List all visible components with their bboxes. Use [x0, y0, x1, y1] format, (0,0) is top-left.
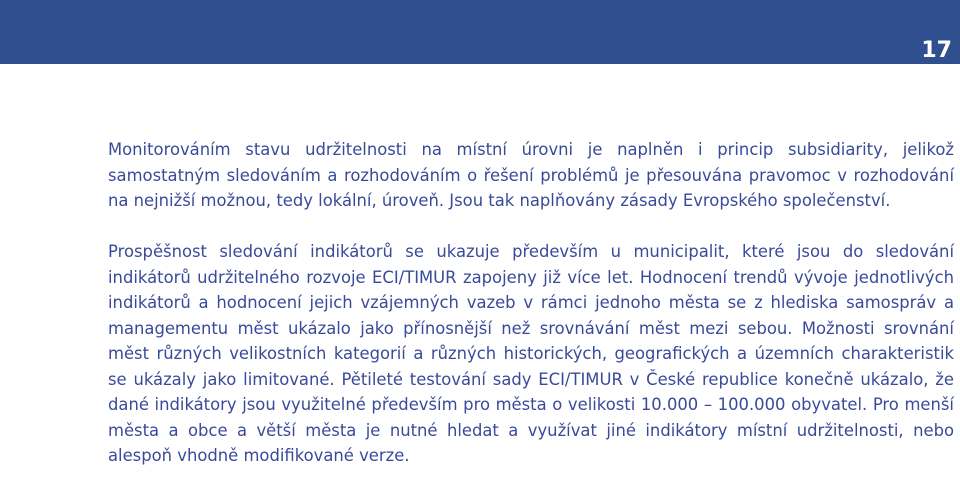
body-text	[108, 137, 954, 469]
paragraph-subsidiarity: Monitorováním stavu udržitelnosti na místní úrovni je naplněn i princip subsidiarity, jelikož samostatným sledováním a rozhodováním o řešení problémů je přesouvána pravomoc v rozhodování na nejnižší možnou, tedy lokální, úroveň. Jsou tak naplňovány zásady Evropského společenství.	[108, 140, 954, 210]
paragraph-indicators: Prospěšnost sledování indikátorů se ukazuje především u municipalit, které jsou do sledování indikátorů udržitelného rozvoje ECI/TIMUR zapojeny již více let. Hodnocení trendů vývoje jednotlivých indikátorů a hodnocení jejich vzájemných vazeb v rámci jednoho města se z hlediska samospráv a managementu měst ukázalo jako přínosnější než srovnávání měst mezi sebou. Možnosti srovnání měst různých velikostních kategorií a různých historických, geografických a územních charakteristik se ukázaly jako limitované. Pětileté testování sady ECI/TIMUR v České republice konečně ukázalo, že dané indikátory jsou využitelné především pro města o velikosti 10.000 – 100.000 obyvatel. Pro menší města a obce a větší města je nutné hledat a využívat jiné indikátory místní udržitelnosti, nebo alespoň vhodně modifikované verze.	[108, 242, 954, 465]
page-number: 17	[921, 38, 952, 63]
header-band	[0, 0, 960, 64]
